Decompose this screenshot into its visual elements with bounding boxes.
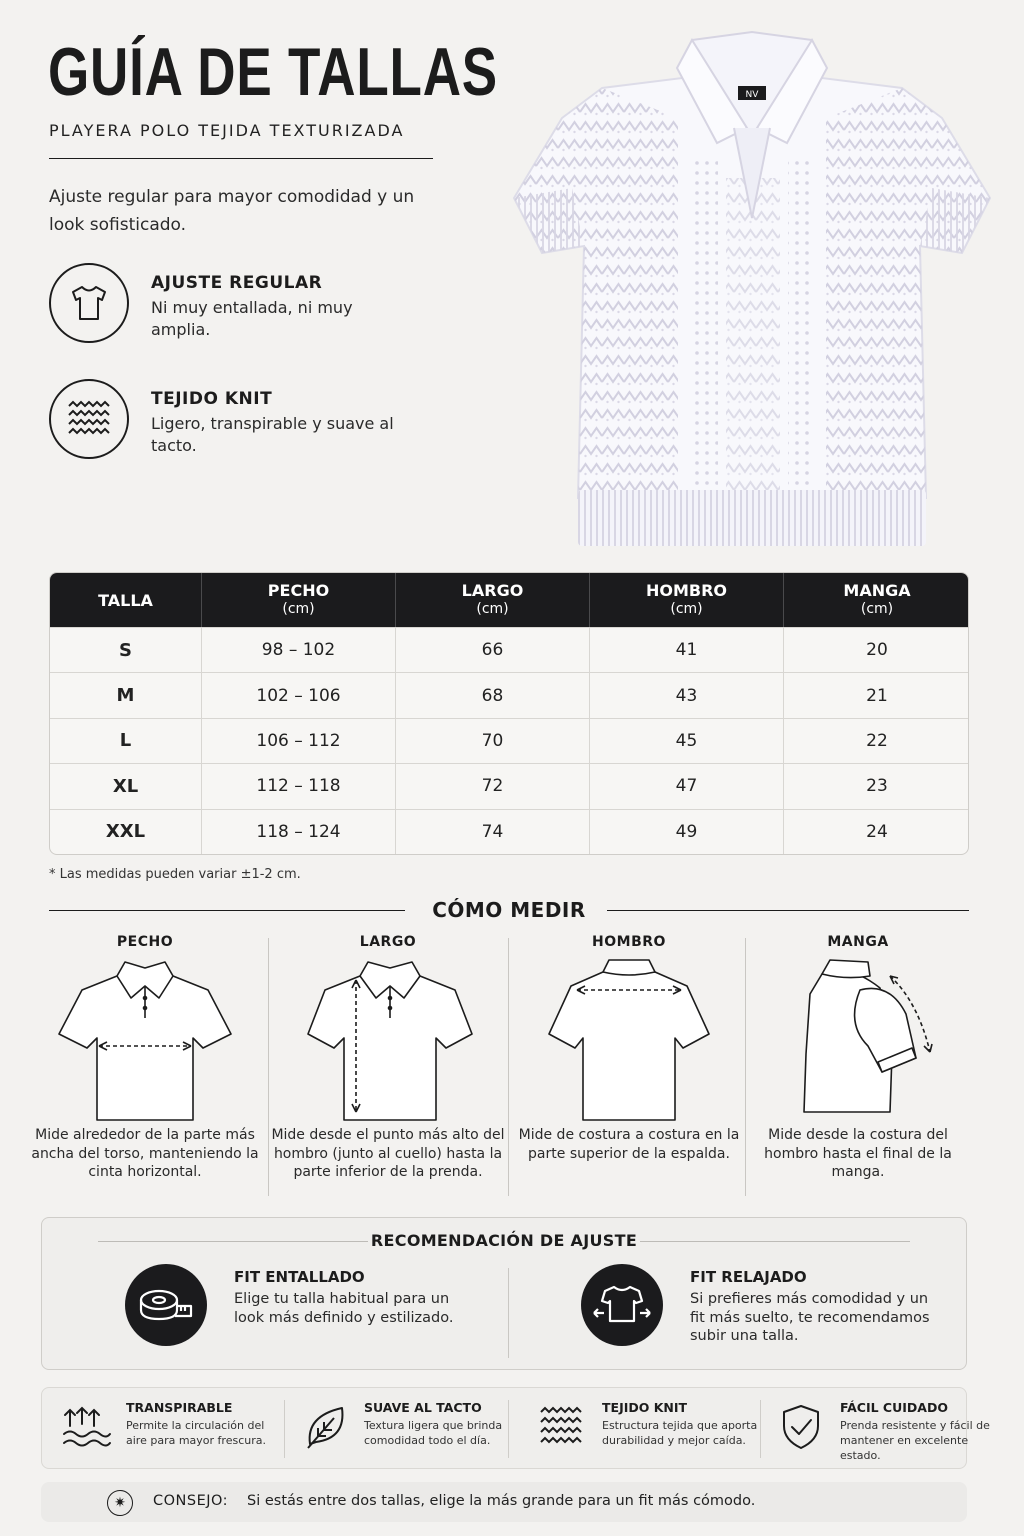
fit-title: FIT ENTALLADO (234, 1268, 365, 1286)
measure-length (270, 932, 506, 1202)
tip-bar (41, 1482, 967, 1522)
length-diagram-icon (270, 954, 506, 1124)
cell-largo: 74 (396, 810, 590, 854)
tip-label: CONSEJO: (153, 1493, 229, 1509)
measure-shoulder (511, 932, 747, 1202)
measure-desc: Mide desde la costura del hombro hasta el final de la manga. (764, 1127, 952, 1180)
fit-recommendation (41, 1217, 967, 1370)
table-header (50, 573, 968, 627)
benefit-desc: Estructura tejida que aporta durabilidad y mejor caída. (602, 1419, 758, 1447)
measuring-tape-icon (125, 1264, 207, 1346)
cell-size: XXL (50, 810, 202, 854)
col-pecho: PECHO (cm) (202, 573, 396, 627)
benefit-title: TRANSPIRABLE (126, 1400, 233, 1415)
cell-manga: 23 (866, 776, 888, 797)
table-row (50, 627, 968, 672)
leaf-icon (300, 1402, 350, 1452)
cell-hombro: 43 (590, 673, 784, 717)
measure-desc: Mide de costura a costura en la parte superior de la espalda. (518, 1127, 740, 1162)
fit-desc: Elige tu talla habitual para un look más definido y estilizado. (234, 1291, 454, 1326)
cell-size: L (50, 719, 202, 763)
measure-title: LARGO (359, 934, 417, 950)
benefits-strip (41, 1387, 990, 1469)
cell-largo: 68 (396, 673, 590, 717)
cell-manga: 20 (866, 640, 888, 661)
intro-text: Ajuste regular para mayor comodidad y un look sofisticado. (49, 187, 415, 235)
title-divider (49, 158, 433, 159)
cell-pecho: 102 – 106 (202, 673, 396, 717)
cell-size: M (50, 673, 202, 717)
brand-label: NV (745, 90, 759, 100)
col-manga: MANGA (cm) (843, 581, 911, 617)
table-row (50, 809, 968, 854)
benefit-desc: Permite la circulación del aire para mayor frescura. (126, 1419, 266, 1447)
airflow-icon (62, 1402, 112, 1452)
feature-knit (49, 379, 449, 461)
cell-hombro: 41 (590, 628, 784, 672)
knit-icon (538, 1402, 588, 1452)
table-row (50, 763, 968, 808)
feature-regular-fit (49, 263, 449, 345)
shoulder-diagram-icon (511, 954, 747, 1124)
measure-sleeve (740, 932, 976, 1202)
feature-desc: Ligero, transpirable y suave al tacto. (151, 414, 394, 455)
shield-check-icon (776, 1402, 826, 1452)
how-to-measure-heading: CÓMO MEDIR (49, 898, 969, 924)
knit-icon (49, 379, 129, 459)
cell-pecho: 112 – 118 (202, 764, 396, 808)
cell-largo: 70 (396, 719, 590, 763)
measure-desc: Mide alrededor de la parte más ancha del torso, manteniendo la cinta horizontal. (31, 1127, 259, 1180)
fit-title: FIT RELAJADO (690, 1268, 807, 1286)
cell-hombro: 47 (590, 764, 784, 808)
cell-manga: 21 (866, 685, 888, 706)
measure-chest (27, 932, 263, 1202)
measure-title: PECHO (116, 934, 174, 950)
table-row (50, 718, 968, 763)
col-hombro: HOMBRO (cm) (590, 573, 784, 627)
feature-title: TEJIDO KNIT (151, 389, 273, 409)
product-photo (492, 28, 1012, 558)
measure-title: MANGA (827, 934, 889, 950)
measure-title: HOMBRO (592, 934, 666, 950)
table-row (50, 672, 968, 717)
tshirt-icon (49, 263, 129, 343)
cell-size: XL (50, 764, 202, 808)
page-title: GUÍA DE TALLAS (48, 34, 498, 110)
relaxed-shirt-icon (581, 1264, 663, 1346)
benefit-desc: Prenda resistente y fácil de mantener en excelente estado. (840, 1419, 990, 1462)
benefit-title: TEJIDO KNIT (602, 1400, 688, 1415)
sparkle-icon: ✷ (107, 1490, 133, 1516)
recommendation-heading: RECOMENDACIÓN DE AJUSTE (42, 1231, 966, 1251)
table-note: * Las medidas pueden variar ±1-2 cm. (49, 867, 301, 882)
benefit-desc: Textura ligera que brinda comodidad todo el día. (364, 1419, 503, 1447)
cell-pecho: 98 – 102 (202, 628, 396, 672)
col-talla: TALLA (50, 573, 202, 627)
cell-hombro: 45 (590, 719, 784, 763)
cell-size: S (50, 628, 202, 672)
cell-manga: 22 (866, 730, 888, 751)
chest-diagram-icon (27, 954, 263, 1124)
tip-text: Si estás entre dos tallas, elige la más grande para un fit más cómodo. (247, 1493, 756, 1509)
benefit-title: SUAVE AL TACTO (364, 1400, 482, 1415)
sleeve-diagram-icon (740, 954, 976, 1124)
cell-largo: 66 (396, 628, 590, 672)
fit-desc: Si prefieres más comodidad y un fit más suelto, te recomendamos subir una talla. (690, 1291, 930, 1344)
cell-manga: 24 (866, 821, 888, 842)
col-largo: LARGO (cm) (396, 573, 590, 627)
benefit-title: FÁCIL CUIDADO (840, 1400, 948, 1415)
cell-largo: 72 (396, 764, 590, 808)
feature-desc: Ni muy entallada, ni muy amplia. (151, 298, 353, 339)
feature-title: AJUSTE REGULAR (151, 273, 323, 293)
cell-pecho: 106 – 112 (202, 719, 396, 763)
size-table (49, 572, 969, 855)
measure-desc: Mide desde el punto más alto del hombro (junto al cuello) hasta la parte inferior de la prenda. (271, 1127, 505, 1180)
page-subtitle: PLAYERA POLO TEJIDA TEXTURIZADA (49, 121, 405, 140)
cell-hombro: 49 (590, 810, 784, 854)
cell-pecho: 118 – 124 (202, 810, 396, 854)
